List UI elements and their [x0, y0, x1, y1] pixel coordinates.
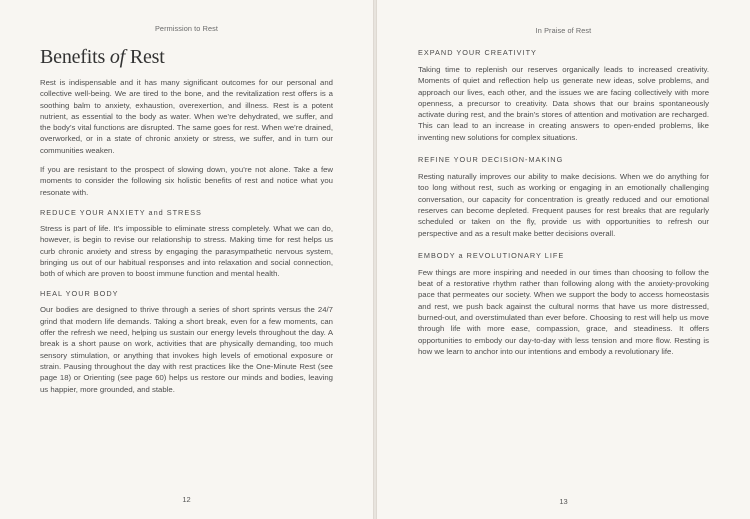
- section-heading-decision: REFINE YOUR DECISION-MAKING: [418, 155, 564, 165]
- running-head: In Praise of Rest: [535, 26, 592, 35]
- section-heading-creativity: EXPAND YOUR CREATIVITY: [418, 48, 537, 57]
- right-page-content: [418, 48, 709, 357]
- page-number: 12: [182, 495, 191, 504]
- right-page: [377, 0, 750, 519]
- section-heading-revolutionary: EMBODY a REVOLUTIONARY LIFE: [418, 250, 565, 260]
- section-body-body: Our bodies are designed to thrive through a series of short sprints versus the 24/7 grind that modern life demands. Taking a short break, even for a few moments, can offer the refresh we need, helping us sustain our energy levels throughout the day. A break is a short pause on work, activities that are physically demanding, too much sensory stimulation, or anything that invokes high levels of emotional exposure or strain. Pausing throughout the day with rest practices like the One-Minute Rest (see page 18) or Orienting (see page 60) helps us restore our minds and bodies, leaving us happier, more grounded, and stable.: [40, 305, 333, 394]
- title-main: Benefits: [40, 46, 110, 68]
- spacer: [40, 198, 333, 208]
- intro-paragraph-2: If you are resistant to the prospect of slowing down, you’re not alone. Take a few moments to consider the following six holistic benefits of rest and notice what you resonate with.: [40, 165, 333, 197]
- page-title: [40, 46, 333, 69]
- left-page-content: [40, 46, 333, 395]
- running-head: Permission to Rest: [154, 24, 219, 33]
- title-of: of: [109, 46, 126, 68]
- spacer: [418, 239, 709, 251]
- section-heading-anxiety: REDUCE YOUR ANXIETY and STRESS: [40, 207, 202, 217]
- section-body-decision: Resting naturally improves our ability to make decisions. When we do anything for too long without rest, such as working or engaging in an emotionally challenging conversation, our capacity for concentration is greatly reduced and our emotional reserves can become depleted. Frequent pauses for rest breaks that are regularly scheduled or taken on the fly, provide us with opportunities to refresh our perspective and as a result make better decisions overall.: [418, 172, 709, 238]
- intro-paragraph-1: Rest is indispensable and it has many significant outcomes for our personal and collective well-being. We are tired to the bone, and the revitalization rest offers is a soothing balm to anxiety, exhaustion, overexertion, and illness. Rest is a potent nutrient, as essential to the body as water. When we’re dehydrated, we suffer, and the body’s vital functions are disrupted. The same goes for rest. When we’re drained, overworked, or in a state of chronic anxiety or stress, we suffer, and in turn our communities weaken.: [40, 78, 333, 155]
- section-body-creativity: Taking time to replenish our reserves organically leads to increased creativity. Moments of quiet and reflection help us generate new ideas, solve problems, and approach our lives, each other, and the issues we are facing collectively with more openness, a precursor to creativity. Data shows that our brains spontaneously activate during rest, and the brain’s stores of attention and motivation are recharged. This can lead to an increase in creating answers to open-ended problems, like inventing new solutions for complex situations.: [418, 65, 709, 142]
- spacer: [40, 279, 333, 289]
- section-heading-body: HEAL YOUR BODY: [40, 289, 119, 299]
- page-number: 13: [559, 497, 568, 506]
- left-page: [0, 0, 373, 519]
- spacer: [418, 143, 709, 155]
- section-body-revolutionary: Few things are more inspiring and needed in our times than choosing to follow the beat of a restorative rhythm rather than following along with the anxiety-provoking pace that permeates our society. When we support the body to access homeostasis and rest, we push back against the cultural norms that have us more distressed, burned-out, and overstimulated than ever before. Choosing to rest will help us move through life with more ease, compassion, grace, and steadiness. It offers opportunities to embody our day-to-day with less tension and more flow. Resting is how we learn to anchor into our intentions and embody a revolutionary life.: [418, 267, 709, 356]
- section-body-anxiety: Stress is part of life. It’s impossible to eliminate stress completely. What we can do, however, is begin to revise our relationship to stress. Making time for rest helps us curb chronic anxiety and stress by engaging the parasympathetic nervous system, bringing us out of our habitual responses and into relaxation and social connection, both of which are proven to boost immune function and mental health.: [40, 223, 333, 279]
- title-end: Rest: [125, 46, 165, 68]
